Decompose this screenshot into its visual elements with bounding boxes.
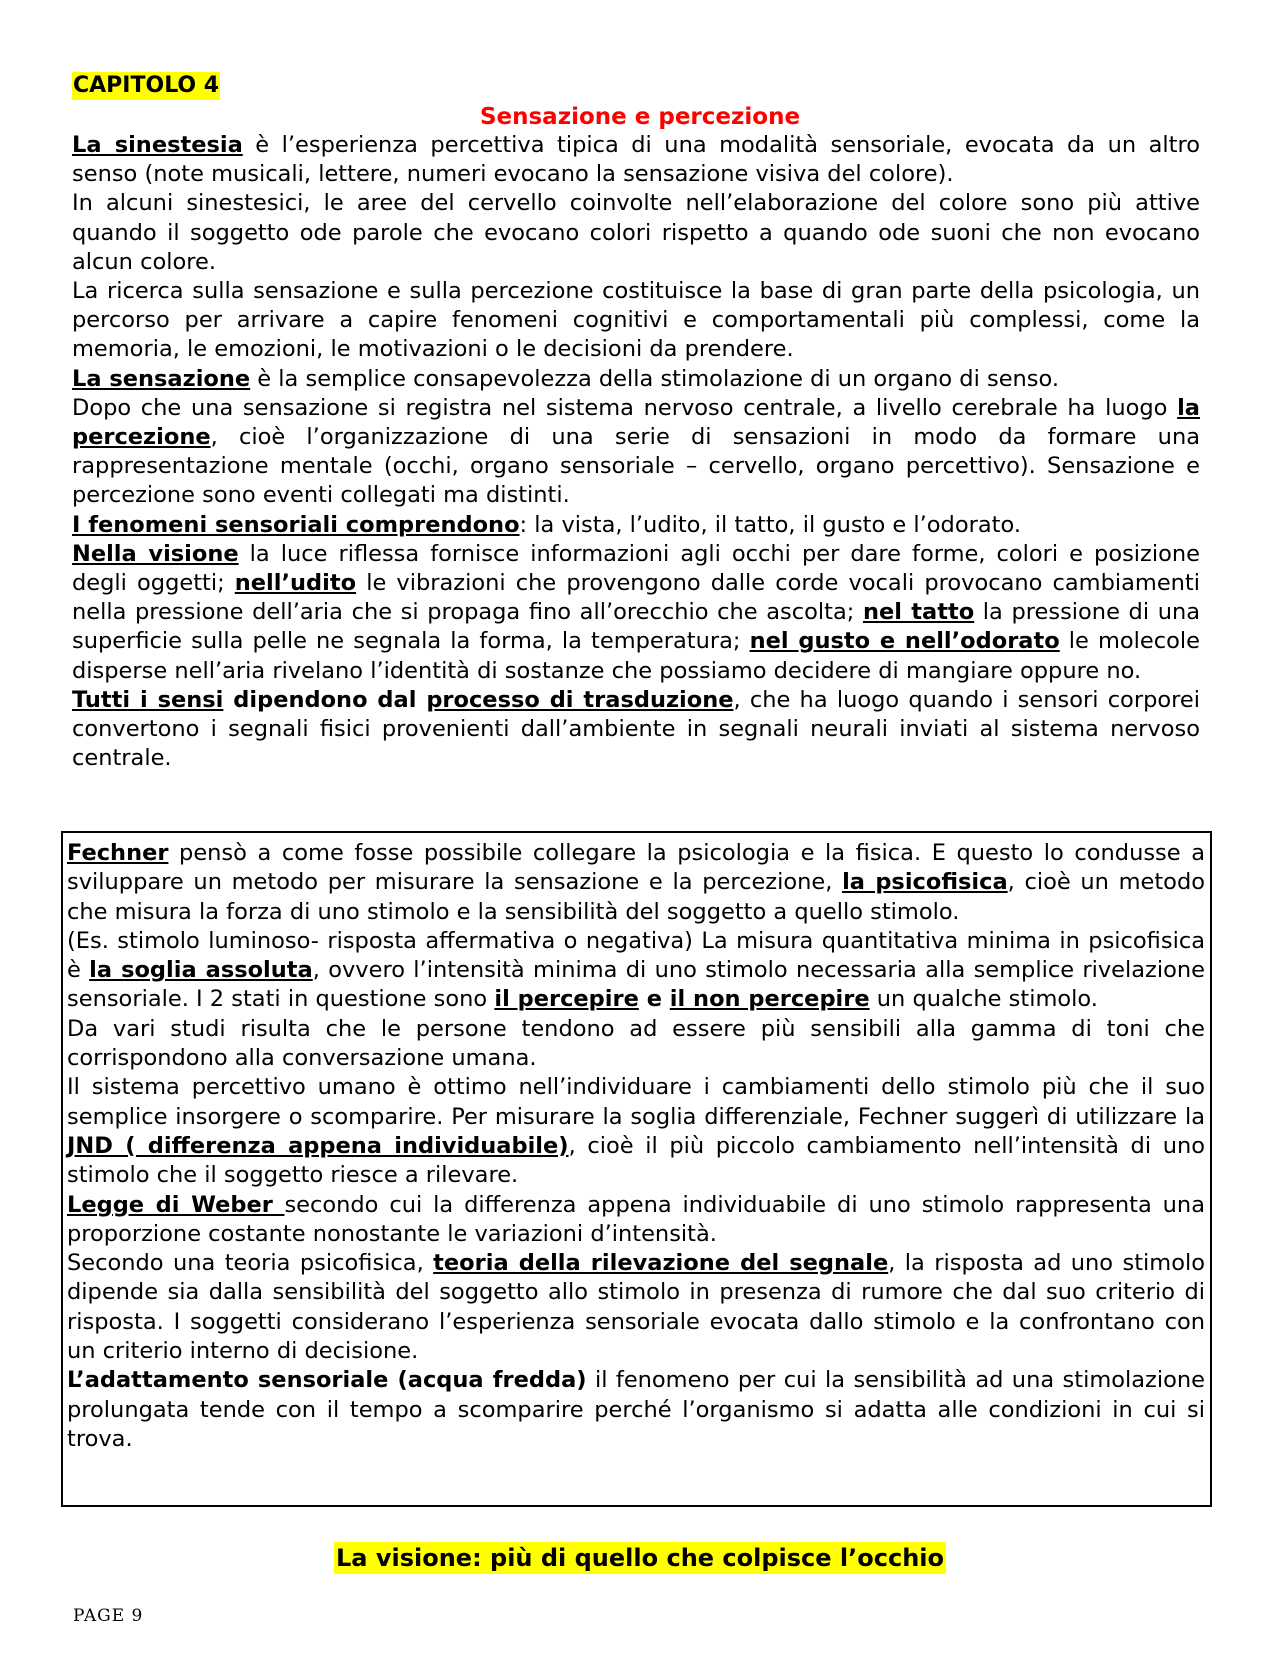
term-trasduzione: processo di trasduzione	[426, 686, 734, 713]
box-paragraph-segnale: Secondo una teoria psicofisica, teoria della rilevazione del segnale, la risposta ad uno stimolo dipende sia dalla sensibilità del soggetto allo stimolo in presenza di rumore che dal suo criterio di risposta. I soggetti considerano l’esperienza sensoriale evocata dallo stimolo e la confrontano con un criterio interno di decisione.	[67, 1250, 1205, 1365]
psicofisica-box	[61, 831, 1212, 1507]
box-paragraph-weber: Legge di Weber secondo cui la differenza appena individuabile di uno stimolo rappresenta una proporzione costante nonostante le variazioni d’intensità.	[67, 1191, 1205, 1247]
box-paragraph-soglia: (Es. stimolo luminoso- risposta affermativa o negativa) La misura quantitativa minima in psicofisica è la soglia assoluta, ovvero l’intensità minima di uno stimolo necessaria alla semplice rivelazione sensoriale. I 2 stati in questione sono il percepire e il non percepire un qualche stimolo.	[67, 927, 1205, 1013]
box-paragraph-fechner: Fechner pensò a come fosse possibile collegare la psicologia e la fisica. E questo lo condusse a sviluppare un metodo per misurare la sensazione e la percezione, la psicofisica, cioè un metodo che misura la forza di uno stimolo e la sensibilità del soggetto a quello stimolo.	[67, 840, 1205, 925]
paragraph-sinestesia: La sinestesia è l’esperienza percettiva tipica di una modalità sensoriale, evocata da un altro senso (note musicali, lettere, numeri evocano la sensazione visiva del colore).	[72, 132, 1200, 188]
paragraph-sensazione: La sensazione è la semplice consapevolezza della stimolazione di un organo di senso.	[72, 365, 1060, 392]
intro-text	[72, 131, 1200, 773]
paragraph-percezione: Dopo che una sensazione si registra nel sistema nervoso centrale, a livello cerebrale ha luogo la percezione, cioè l’organizzazione di una serie di sensazioni in modo da formare una rappresentazione mentale (occhi, organo sensoriale – cervello, organo percettivo). Sensazione e percezione sono eventi collegati ma distinti.	[72, 394, 1200, 509]
box-paragraph-jnd: Il sistema percettivo umano è ottimo nell’individuare i cambiamenti dello stimolo più che il suo semplice insorgere o scomparire. Per misurare la soglia differenziale, Fechner suggerì di utilizzare la JND ( differenza appena individuabile), cioè il più piccolo cambiamento nell’intensità di uno stimolo che il soggetto riesce a rilevare.	[67, 1074, 1205, 1189]
chapter-heading: CAPITOLO 4	[73, 73, 220, 98]
box-paragraph-adattamento: L’adattamento sensoriale (acqua fredda) il fenomeno per cui la sensibilità ad una stimolazione prolungata tende con il tempo a scomparire perché l’organismo si adatta alle condizioni in cui si trova.	[67, 1367, 1205, 1452]
term-legge-weber: Legge di Weber	[67, 1191, 285, 1218]
term-adattamento: L’adattamento sensoriale (acqua fredda)	[67, 1367, 587, 1394]
term-sensazione: La sensazione	[72, 365, 251, 392]
page-number: PAGE 9	[73, 1606, 144, 1626]
term-percepire: il percepire	[494, 986, 639, 1013]
section-title: Sensazione e percezione	[479, 104, 801, 130]
term-rilevazione-segnale: teoria della rilevazione del segnale	[433, 1250, 889, 1277]
term-soglia-assoluta: la soglia assoluta	[89, 957, 313, 984]
next-section-heading: La visione: più di quello che colpisce l’occhio	[335, 1544, 944, 1572]
paragraph-sinestesici: In alcuni sinestesici, le aree del cervello coinvolte nell’elaborazione del colore sono più attive quando il soggetto ode parole che evocano colori rispetto a quando ode suoni che non evocano alcun colore.	[72, 190, 1200, 275]
term-jnd: JND ( differenza appena individuabile)	[67, 1132, 569, 1159]
paragraph-fenomeni: I fenomeni sensoriali comprendono: la vista, l’udito, il tatto, il gusto e l’odorato.	[72, 511, 1021, 538]
term-sinestesia: La sinestesia	[72, 132, 243, 158]
term-psicofisica: la psicofisica	[842, 869, 1008, 896]
next-heading-wrap	[0, 1542, 1280, 1574]
paragraph-trasduzione: Tutti i sensi dipendono dal processo di trasduzione, che ha luogo quando i sensori corporei convertono i segnali fisici provenienti dall’ambiente in segnali neurali inviati al sistema nervoso centrale.	[72, 686, 1200, 772]
term-fenomeni-sensoriali: I fenomeni sensoriali comprendono	[72, 511, 520, 538]
term-gusto-odorato: nel gusto e nell’odorato	[749, 628, 1060, 655]
paragraph-sensi: Nella visione la luce riflessa fornisce informazioni agli occhi per dare forme, colori e posizione degli oggetti; nell’udito le vibrazioni che provengono dalle corde vocali provocano cambiamenti nella pressione dell’aria che si propaga fino all’orecchio che ascolta; nel tatto la pressione di una superficie sulla pelle ne segnala la forma, la temperatura; nel gusto e nell’odorato le molecole disperse nell’aria rivelano l’identità di sostanze che possiamo decidere di mangiare oppure no.	[72, 540, 1201, 684]
term-udito: nell’udito	[234, 570, 357, 597]
term-percezione: la percezione	[72, 394, 1200, 451]
term-visione: Nella visione	[72, 540, 239, 567]
term-tutti-i-sensi: Tutti i sensi	[72, 686, 224, 713]
term-non-percepire: il non percepire	[669, 986, 870, 1013]
box-paragraph-toni: Da vari studi risulta che le persone tendono ad essere più sensibili alla gamma di toni che corrispondono alla conversazione umana.	[67, 1015, 1205, 1072]
paragraph-ricerca: La ricerca sulla sensazione e sulla percezione costituisce la base di gran parte della psicologia, un percorso per arrivare a capire fenomeni cognitivi e comportamentali più complessi, come la memoria, le emozioni, le motivazioni o le decisioni da prendere.	[72, 278, 1200, 363]
term-tatto: nel tatto	[862, 599, 975, 626]
term-fechner: Fechner	[67, 840, 169, 866]
